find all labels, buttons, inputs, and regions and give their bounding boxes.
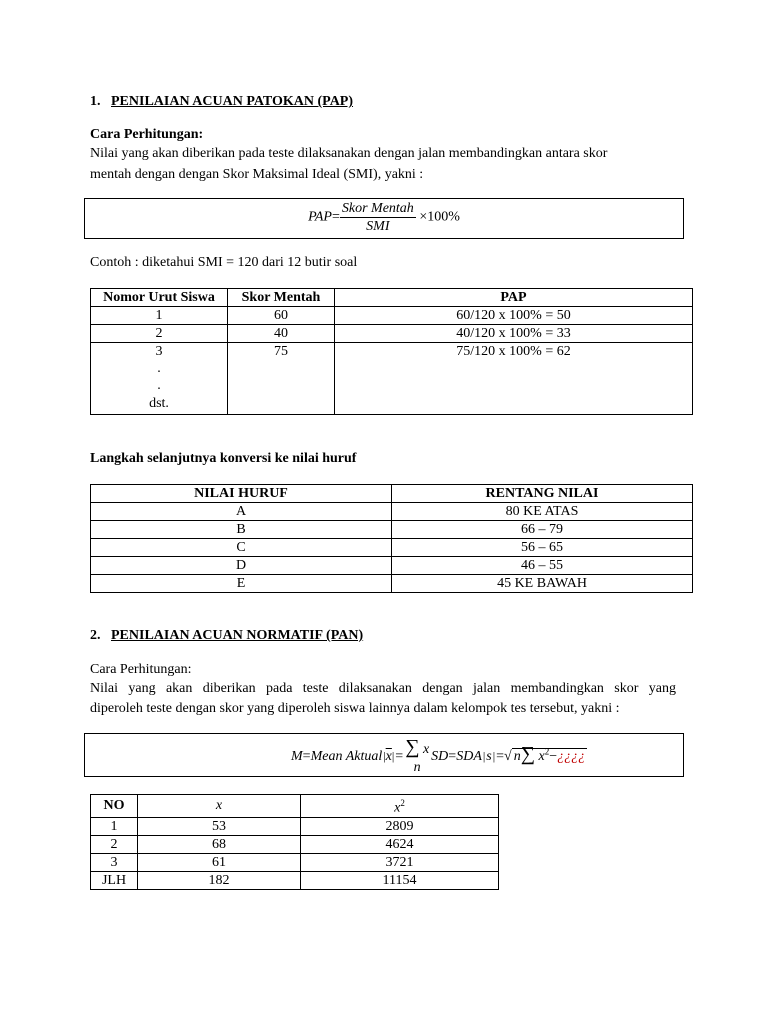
cell: 53 [138,817,301,835]
x2-exp: 2 [400,798,405,808]
cell: 61 [138,853,301,871]
col-header: RENTANG NILAI [392,485,693,503]
cell: C [91,539,392,557]
cell: 60/120 x 100% = 50 [335,307,693,325]
pan-formula-box [84,733,684,777]
cell: B [91,521,392,539]
formula-eq: = [448,749,457,764]
pap-table [90,288,693,415]
sum-icon: ∑ [405,735,420,758]
conversion-table [90,484,693,593]
cell: 1 [91,307,228,325]
cell: 56 – 65 [392,539,693,557]
formula-sd: SD [431,749,449,764]
cell: 182 [138,871,301,889]
formula-m: M [291,749,303,764]
table-row [91,871,499,889]
table-row [91,539,693,557]
cell: D [91,557,392,575]
table-row [91,835,499,853]
cell: 80 KE ATAS [392,503,693,521]
pap-description-line2: mentah dengan dengan Skor Maksimal Ideal (SMI), yakni : [90,167,424,182]
pap-description-line1: Nilai yang akan diberikan pada teste dilaksanakan dengan jalan membandingkan antara skor [90,146,608,161]
cell: 75/120 x 100% = 62 [335,343,693,415]
pan-formula: M=Mean Aktual $|\overline{x}|$ = ∑ x n SD=SDA | s | =√ n∑ $x^2-¿¿¿¿$ [291,735,586,775]
table-row [91,575,693,593]
table-row [91,817,499,835]
cell: 1 [91,817,138,835]
continuation-dot: . [157,378,161,393]
formula-mean-label: Mean Aktual [310,749,383,764]
cell: 2 [91,325,228,343]
pap-method-label: Cara Perhitungan: [90,127,204,142]
formula-mean-symbol: $\overline{x}$ [385,749,392,764]
sum-icon: ∑ [520,743,535,765]
pan-method-label: Cara Perhitungan: [90,662,192,677]
cell: 40 [228,325,335,343]
pan-title: PENILAIAN ACUAN NORMATIF (PAN) [111,628,364,643]
col-header: NILAI HURUF [91,485,392,503]
cell: 40/120 x 100% = 33 [335,325,693,343]
pap-formula-box [84,198,684,239]
cell: 68 [138,835,301,853]
pan-number: 2. [90,628,101,643]
cell: 4624 [301,835,499,853]
formula-sum-var: x [422,741,430,757]
cell: 66 – 79 [392,521,693,539]
table-row [91,853,499,871]
formula-numerator: Skor Mentah [341,201,414,216]
table-row [91,325,693,343]
pap-title: PENILAIAN ACUAN PATOKAN (PAP) [111,94,354,109]
table-row [91,557,693,575]
cell [91,343,228,415]
col-header: Nomor Urut Siswa [91,289,228,307]
formula-radicand [512,743,587,765]
formula-garbled: ¿¿¿¿ [557,749,586,764]
cell: A [91,503,392,521]
formula-lhs: PAP [308,209,332,225]
conversion-title: Langkah selanjutnya konversi ke nilai huruf [90,451,357,466]
formula-eq: = [395,749,404,764]
formula-s: s [486,749,492,764]
pap-heading [90,94,353,110]
col-header: PAP [335,289,693,307]
table-row [91,343,693,415]
formula-sqrt-n: n [513,749,521,764]
formula-minus: − [549,749,558,764]
formula-sqrt-exp: 2 [544,746,550,757]
table-header-row [91,795,499,818]
cell: 60 [228,307,335,325]
cell: 3 [91,853,138,871]
cell: 46 – 55 [392,557,693,575]
pan-description-line2: diperoleh teste dengan skor yang diperoleh siswa lainnya dalam kelompok tes tersebut, yakni : [90,701,620,716]
x2-base: x [394,800,401,816]
col-header: NO [91,795,138,818]
formula-eq: = [302,749,311,764]
cell: E [91,575,392,593]
formula-sda: SDA [456,749,482,764]
continuation-text: dst. [149,396,169,411]
formula-eq: = [496,749,505,764]
col-header: Skor Mentah [228,289,335,307]
table-row [91,307,693,325]
formula-eq: = [331,209,340,225]
col-header: x [138,795,301,818]
pap-example: Contoh : diketahui SMI = 120 dari 12 butir soal [90,255,358,270]
formula-denominator: SMI [366,219,390,234]
cell: 45 KE BAWAH [392,575,693,593]
cell: 2 [91,835,138,853]
table-row [91,503,693,521]
pan-table [90,794,499,890]
pan-heading [90,628,363,644]
cell: 3721 [301,853,499,871]
formula-n: n [413,759,421,775]
pap-formula [85,200,683,235]
formula-times: × [419,209,428,225]
table-header-row [91,289,693,307]
pan-description-line1: Nilai yang akan diberikan pada teste dilaksanakan dengan jalan membandingkan skor yang [90,681,676,696]
sqrt-icon: √ [504,749,512,764]
cell: 11154 [301,871,499,889]
cell: JLH [91,871,138,889]
table-row [91,521,693,539]
formula-sum-fraction [403,735,431,776]
formula-factor: 100 [427,209,449,225]
formula-percent: % [448,209,460,225]
table-header-row [91,485,693,503]
col-header [301,795,499,818]
formula-sqrt-x: x [538,749,545,764]
cell: 75 [228,343,335,415]
continuation-dot: . [157,361,161,376]
cell-value: 3 [155,344,163,359]
cell: 2809 [301,817,499,835]
pap-number: 1. [90,94,101,109]
formula-fraction [340,200,416,235]
